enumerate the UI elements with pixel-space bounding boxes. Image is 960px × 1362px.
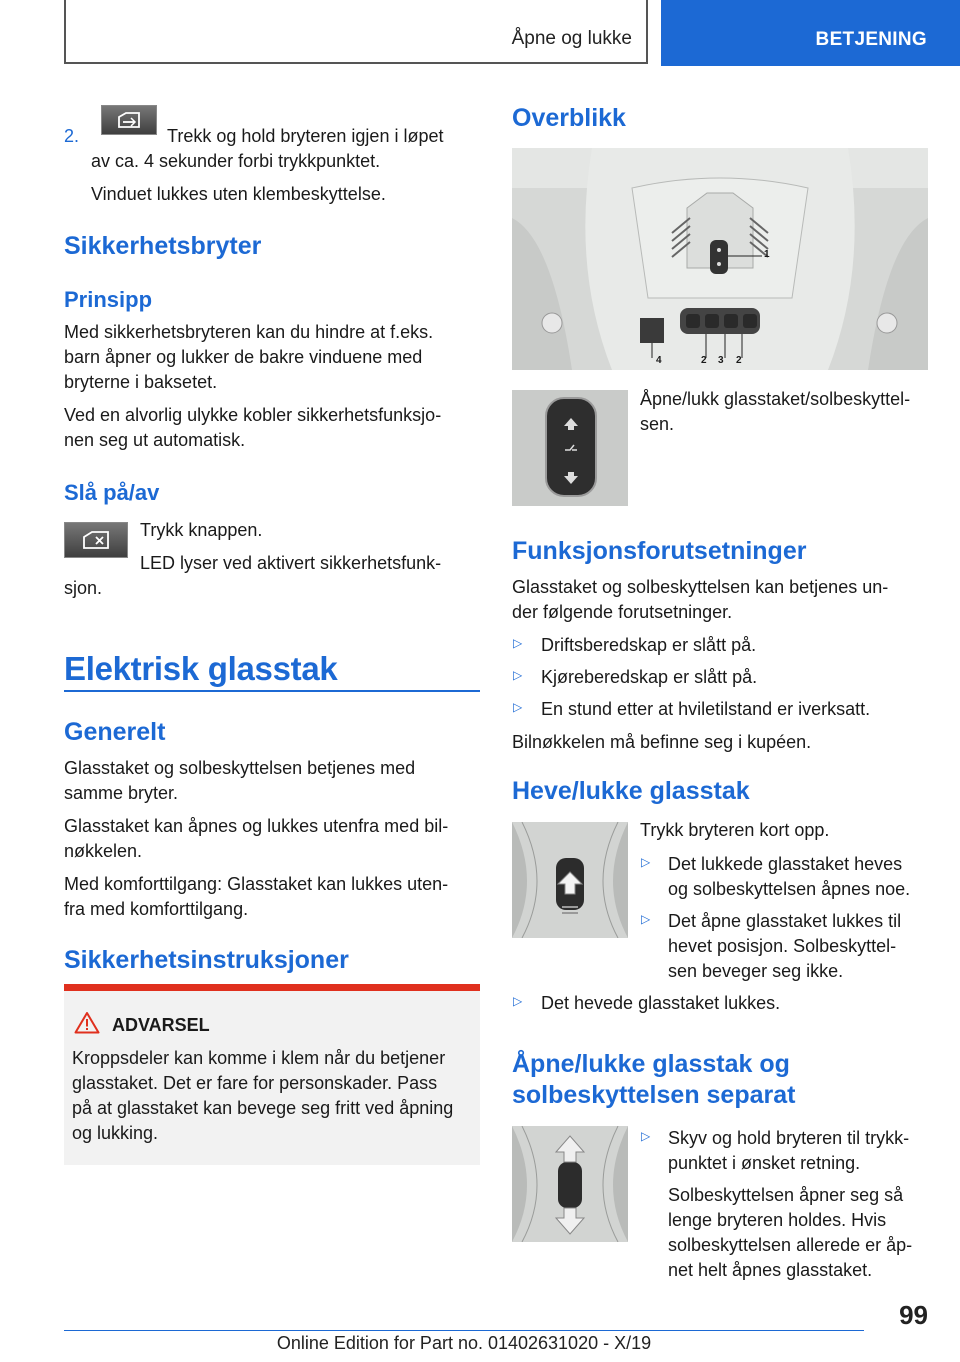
callout-2b: 2 <box>736 355 742 366</box>
tilt-bullet1-line2: og solbeskyttelsen åpnes noe. <box>668 879 911 899</box>
separate-line4: net helt åpnes glasstaket. <box>668 1260 873 1280</box>
step2-line1: Trekk og hold bryteren igjen i løpet <box>167 126 444 146</box>
warning-title: ADVARSEL <box>112 1015 210 1035</box>
separate-heading-line1: Åpne/lukke glasstak og <box>512 1050 790 1078</box>
bullet-marker: ▷ <box>641 912 651 926</box>
callout-3: 3 <box>718 355 724 366</box>
callout-4: 4 <box>656 355 662 366</box>
safety-switch-heading: Sikkerhetsbryter <box>64 232 262 260</box>
bullet-marker: ▷ <box>513 668 523 682</box>
tilt-line1: Trykk bryteren kort opp. <box>640 820 830 840</box>
separate-line2: lenge bryteren holdes. Hvis <box>668 1210 887 1230</box>
separate-line1: Solbeskyttelsen åpner seg så <box>668 1185 904 1205</box>
chapter-heading: Elektrisk glasstak <box>64 650 338 687</box>
item1-line1: Åpne/lukk glasstaket/solbeskyttel‐ <box>640 389 911 409</box>
prereq-line2: der følgende forutsetninger. <box>512 602 733 622</box>
warning-triangle-icon <box>74 1011 100 1034</box>
tilt-bullet2-line3: sen beveger seg ikke. <box>668 961 844 981</box>
sunroof-switch-photo <box>512 390 628 506</box>
bullet-marker: ▷ <box>641 1129 651 1143</box>
tilt-bullet1-line1: Det lukkede glasstaket heves <box>668 854 903 874</box>
prereq-line1: Glasstaket og solbeskyttelsen kan betjenes un‐ <box>512 577 889 597</box>
general-heading: Generelt <box>64 718 166 746</box>
onoff-line3: sjon. <box>64 578 103 598</box>
general-c-line2: fra med komforttilgang. <box>64 899 249 919</box>
accident-line2: nen seg ut automatisk. <box>64 430 246 450</box>
prereq-item: En stund etter at hviletilstand er iverksatt. <box>541 699 871 719</box>
tilt-heading: Heve/lukke glasstak <box>512 777 750 805</box>
warning-line2: glasstaket. Det er fare for personskader. Pass <box>72 1073 438 1093</box>
warning-line3: på at glasstaket kan bevege seg fritt ved åpning <box>72 1098 454 1118</box>
tilt-switch-photo <box>512 822 628 938</box>
general-a-line1: Glasstaket og solbeskyttelsen betjenes med <box>64 758 416 778</box>
principle-line1: Med sikkerhetsbryteren kan du hindre at f.eks. <box>64 322 434 342</box>
separate-line3: solbeskyttelsen allerede er åp‐ <box>668 1235 913 1255</box>
tilt-bullet2-line2: hevet posisjon. Solbeskyttel‐ <box>668 936 897 956</box>
footer-edition: Online Edition for Part no. 01402631020 - X/19 <box>276 1333 652 1353</box>
prereq-item: Kjøreberedskap er slått på. <box>541 667 758 687</box>
general-b-line1: Glasstaket kan åpnes og lukkes utenfra med bil‐ <box>64 816 449 836</box>
general-a-line2: samme bryter. <box>64 783 179 803</box>
onoff-line1: Trykk knappen. <box>140 520 263 540</box>
prereq-item: Driftsberedskap er slått på. <box>541 635 757 655</box>
warning-line4: og lukking. <box>72 1123 159 1143</box>
step-number: 2. <box>64 126 80 146</box>
chapter-heading-rule <box>64 690 480 692</box>
safety-switch-icon <box>64 522 128 558</box>
bullet-marker: ▷ <box>641 855 651 869</box>
principle-line3: bryterne i baksetet. <box>64 372 218 392</box>
safety-instructions-heading: Sikkerhetsinstruksjoner <box>64 946 349 974</box>
principle-line2: barn åpner og lukker de bakre vinduene med <box>64 347 423 367</box>
onoff-line2: LED lyser ved aktivert sikkerhetsfunk‐ <box>140 553 442 573</box>
separate-bullet-line1: Skyv og hold bryteren til trykk‐ <box>668 1128 910 1148</box>
tilt-bullet2-line1: Det åpne glasstaket lukkes til <box>668 911 902 931</box>
header-chapter-tab <box>661 0 960 66</box>
warning-line1: Kroppsdeler kan komme i klem når du betjener <box>72 1048 446 1068</box>
general-b-line2: nøkkelen. <box>64 841 143 861</box>
key-note: Bilnøkkelen må befinne seg i kupéen. <box>512 732 812 752</box>
onoff-heading: Slå på/av <box>64 480 160 505</box>
tilt-bullet3: Det hevede glasstaket lukkes. <box>541 993 781 1013</box>
item1-line2: sen. <box>640 414 675 434</box>
general-c-line1: Med komforttilgang: Glasstaket kan lukkes uten‐ <box>64 874 449 894</box>
prerequisites-heading: Funksjonsforutsetninger <box>512 537 807 565</box>
overview-heading: Overblikk <box>512 104 626 132</box>
bullet-marker: ▷ <box>513 636 523 650</box>
separate-switch-photo <box>512 1126 628 1242</box>
separate-bullet-line2: punktet i ønsket retning. <box>668 1153 861 1173</box>
callout-2a: 2 <box>701 355 707 366</box>
page-number: 99 <box>899 1300 928 1330</box>
step2-line2: av ca. 4 sekunder forbi trykkpunktet. <box>91 151 381 171</box>
header-section-title: Åpne og lukke <box>511 28 632 49</box>
window-switch-icon <box>101 105 157 135</box>
header-chapter-label: BETJENING <box>815 29 927 50</box>
step2-note: Vinduet lukkes uten klembeskyttelse. <box>91 184 386 204</box>
callout-1: 1 <box>764 249 770 260</box>
bullet-marker: ▷ <box>513 994 523 1008</box>
accident-line1: Ved en alvorlig ulykke kobler sikkerhetsfunksjo‐ <box>64 405 442 425</box>
separate-heading-line2: solbeskyttelsen separat <box>512 1081 796 1109</box>
warning-top-bar <box>64 984 480 991</box>
bullet-marker: ▷ <box>513 700 523 714</box>
principle-heading: Prinsipp <box>64 287 153 312</box>
footer-rule <box>64 1330 864 1331</box>
overhead-console-photo <box>512 148 928 370</box>
